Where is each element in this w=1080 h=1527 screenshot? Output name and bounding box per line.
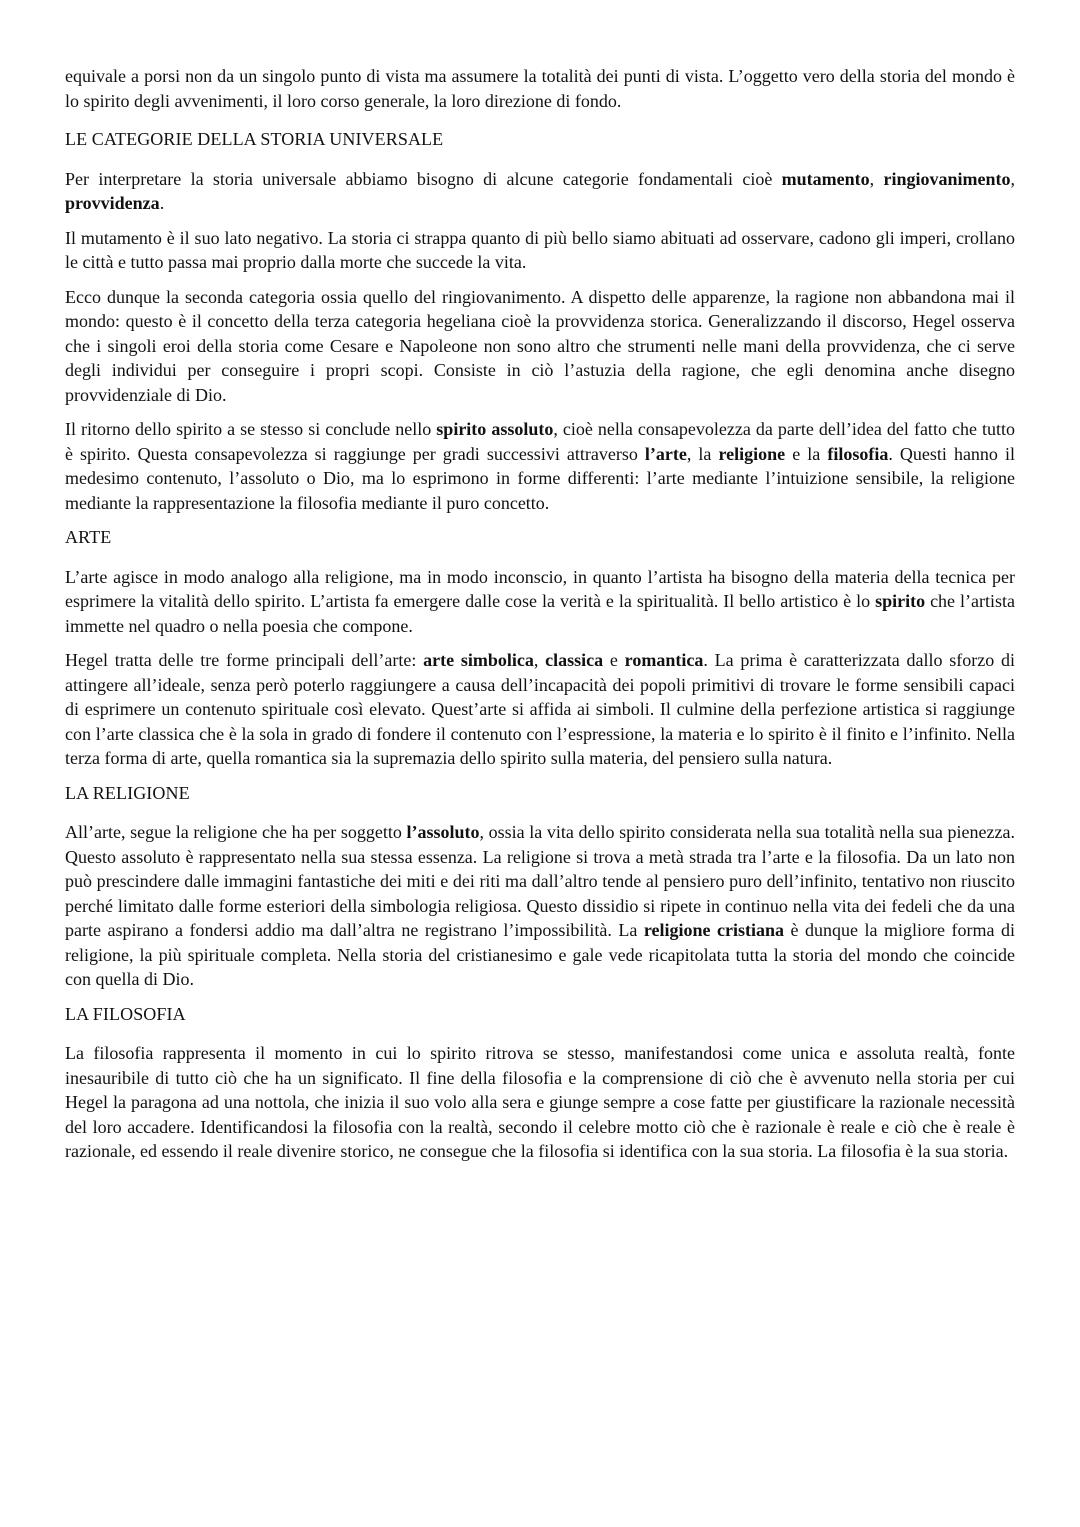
- text-run: è dunque la migliore forma di religione, la più spirituale completa. Nella storia del cristianesimo e gale vede ricapitolata tutta la storia del mondo che coincide con quella di Dio.: [65, 920, 1015, 989]
- text-run: ,: [1010, 168, 1015, 189]
- section-heading: [65, 1002, 1015, 1027]
- text-run: e: [603, 650, 625, 670]
- text-run: ,: [533, 650, 546, 670]
- text-run: . La prima è caratterizzata dallo sforzo di attingere all’ideale, senza però poterlo raggiungere a causa dell’incapacità dei popoli primitivi di trovare le forme sensibili capaci di esprimere un contenuto spirituale così elevato. Quest’arte si affida ai simboli. Il culmine della perfezione artistica si raggiunge con l’arte classica che è la sola in grado di fondere il contenuto con l’espressione, la materia e lo spirito è il finito e l’infinito. Nella terza forma di arte, quella romantica sia la supremazia dello spirito sulla materia, del pensiero sulla natura.: [65, 650, 1015, 768]
- bold-term: classica: [545, 650, 604, 670]
- section-heading: [65, 781, 1015, 806]
- text-run: , cioè nella consapevolezza da parte dell’idea del fatto che tutto è spirito. Questa consapevolezza si raggiunge per gradi successivi attraverso: [65, 419, 1015, 464]
- section-heading: [65, 127, 1015, 152]
- text-run: che l’artista immette nel quadro o nella poesia che compone.: [65, 591, 1015, 636]
- document-page: [65, 64, 1015, 1174]
- body-paragraph: [65, 285, 1015, 408]
- bold-term: ringiovanimento: [883, 168, 1011, 189]
- text-run: La filosofia rappresenta il momento in cui lo spirito ritrova se stesso, manifestandosi come unica e assoluta realtà, fonte inesauribile di tutto ciò che ha un significato. Il fine della filosofia e la comprensione di ciò che è avvenuto nella storia per cui Hegel la paragona ad una nottola, che inizia il suo volo alla sera e giunge sempre a cose fatte per giustificare la razionale necessità del loro accadere. Identificandosi la filosofia con la realtà, secondo il celebre motto ciò che è razionale è reale e ciò che è reale è razionale, ed essendo il reale divenire storico, ne consegue che la filosofia si identifica con la sua storia. La filosofia è la sua storia.: [65, 1043, 1015, 1161]
- bold-term: provvidenza: [65, 193, 160, 213]
- bold-term: spirito assoluto: [436, 419, 554, 439]
- section-heading: [65, 525, 1015, 550]
- text-run: LE CATEGORIE DELLA STORIA UNIVERSALE: [65, 129, 444, 149]
- text-run: ARTE: [65, 527, 112, 547]
- body-paragraph: [65, 820, 1015, 992]
- bold-term: l’assoluto: [406, 822, 480, 842]
- text-run: Hegel tratta delle tre forme principali dell’arte:: [65, 650, 424, 670]
- text-run: LA RELIGIONE: [65, 782, 190, 803]
- bold-term: spirito: [875, 591, 926, 611]
- body-paragraph: [65, 1041, 1015, 1164]
- bold-term: l’arte: [644, 443, 687, 464]
- bold-term: arte simbolica: [423, 650, 534, 670]
- text-run: Il ritorno dello spirito a se stesso si conclude nello: [65, 419, 437, 439]
- text-run: Il mutamento è il suo lato negativo. La storia ci strappa quanto di più bello siamo abituati ad osservare, cadono gli imperi, crollano le città e tutto passa mai proprio dalla morte che succede la vita.: [65, 227, 1015, 272]
- text-run: , la: [686, 443, 719, 464]
- body-paragraph: [65, 565, 1015, 639]
- text-run: . Questi hanno il medesimo contenuto, l’assoluto o Dio, ma lo esprimono in forme differenti: l’arte mediante l’intuizione sensibile, la religione mediante la rappresentazione la filosofia mediante il puro concetto.: [65, 443, 1015, 513]
- body-paragraph: [65, 64, 1015, 113]
- text-run: , ossia la vita dello spirito considerata nella sua totalità nella sua pienezza. Questo assoluto è rappresentato nella sua stessa essenza. La religione si trova a metà strada tra l’arte e la filosofia. Da un lato non può prescindere dalle immagini fantastiche dei miti e dei riti ma dall’altro tende al pensiero puro dell’infinito, tentativo non riuscito perché limitato dalle forme esteriori della simbologia religiosa. Questo dissidio si ripete in continuo nella vita dei fedeli che da una parte aspirano a fondersi addio ma dall’altra ne registrano l’impossibilità. La: [65, 822, 1015, 940]
- text-run: Per interpretare la storia universale abbiamo bisogno di alcune categorie fondamentali cioè: [65, 168, 782, 189]
- bold-term: mutamento: [781, 168, 870, 189]
- bold-term: romantica: [624, 650, 704, 670]
- text-run: .: [159, 193, 165, 213]
- text-run: LA FILOSOFIA: [65, 1003, 186, 1024]
- bold-term: religione: [718, 443, 786, 464]
- text-run: e la: [785, 443, 828, 464]
- body-paragraph: [65, 417, 1015, 515]
- body-paragraph: [65, 167, 1015, 216]
- bold-term: filosofia: [827, 443, 889, 464]
- text-run: ,: [869, 168, 884, 189]
- text-run: L’arte agisce in modo analogo alla religione, ma in modo inconscio, in quanto l’artista ha bisogno della materia della tecnica per esprimere la vitalità dello spirito. L’artista fa emergere dalle cose la verità e la spiritualità. Il bello artistico è lo: [65, 566, 1015, 611]
- text-run: All’arte, segue la religione che ha per soggetto: [65, 822, 407, 842]
- bold-term: religione cristiana: [643, 920, 785, 940]
- text-run: Ecco dunque la seconda categoria ossia quello del ringiovanimento. A dispetto delle apparenze, la ragione non abbandona mai il mondo: questo è il concetto della terza categoria hegeliana cioè la provvidenza storica. Generalizzando il discorso, Hegel osserva che i singoli eroi della storia come Cesare e Napoleone non sono altro che strumenti nelle mani della provvidenza, che ci serve degli individui per conseguire i propri scopi. Consiste in ciò l’astuzia della ragione, che egli denomina anche disegno provvidenziale di Dio.: [65, 286, 1015, 405]
- text-run: equivale a porsi non da un singolo punto di vista ma assumere la totalità dei punti di vista. L’oggetto vero della storia del mondo è lo spirito degli avvenimenti, il loro corso generale, la loro direzione di fondo.: [65, 66, 1015, 111]
- body-paragraph: [65, 648, 1015, 771]
- body-paragraph: [65, 226, 1015, 275]
